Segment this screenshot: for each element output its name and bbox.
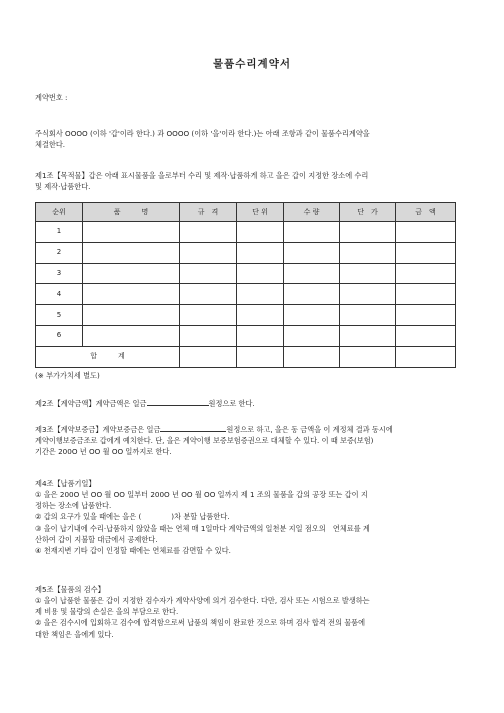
table-row [36, 305, 456, 326]
article-4-line: )차 분할 납품한다. [171, 512, 230, 522]
row-number: 5 [36, 305, 83, 326]
col-header-amount: 금 액 [396, 203, 456, 222]
article-2-suffix: 원정으로 한다. [208, 399, 255, 408]
contract-number-label: 계약번호 : [35, 93, 68, 102]
article-4 [35, 478, 471, 556]
table-total-row [36, 346, 456, 367]
table-row [36, 263, 456, 284]
article-5-title: 제5조【물품의 검수】 [35, 585, 105, 594]
article-3-line: 원정으로 하고, 을은 동 금액을 이 계정체 결과 동시에 [226, 425, 393, 434]
article-3 [35, 424, 471, 457]
table-row [36, 325, 456, 346]
col-header-quantity: 수 량 [284, 203, 340, 222]
article-3-line: 계약이행보증금조로 갑에게 예치한다. 단, 을은 계약이행 보증보험증권으로 대체할 수 있다. 이 때 보증(보험) [35, 436, 374, 446]
col-header-spec: 규 격 [180, 203, 237, 222]
article-3-line: 기간은 200O 년 OO 월 OO 일까지로 한다. [35, 447, 172, 457]
col-header-rank: 순위 [36, 203, 83, 222]
article-2 [35, 398, 471, 409]
deposit-blank [160, 424, 226, 432]
table-row [36, 222, 456, 243]
table-header-row [36, 203, 456, 222]
total-label: 합 계 [36, 346, 180, 367]
row-number: 3 [36, 263, 83, 284]
article-4-line: ② 갑의 요구가 있을 때에는 을은 ( [35, 512, 142, 522]
table-row [36, 284, 456, 305]
row-number: 1 [36, 222, 83, 243]
document-title: 물품수리계약서 [212, 58, 291, 70]
row-number: 2 [36, 242, 83, 263]
article-2-prefix: 제2조【계약금액】계약금액은 일금 [35, 399, 147, 408]
article-4-title: 제4조【납품기일】 [35, 479, 96, 488]
article-4-line: ③ 을이 납기내에 수리·납품하지 않았을 때는 연체 매 1일마다 계약금액의 일천분 지일 점오의 연체료를 계 [35, 523, 370, 533]
col-header-unit: 단 위 [237, 203, 284, 222]
article-5 [35, 584, 471, 640]
article-5-line: 제 비용 및 물량의 손실은 을의 부담으로 한다. [35, 607, 179, 617]
article-5-line: ① 을이 납품한 물품은 갑이 지정한 검수자가 계약사양에 의거 검수한다. 다만, 검사 또는 시험으로 발생하는 [35, 596, 370, 606]
amount-blank [147, 398, 209, 406]
article-1-line: 제1조【목적물】갑은 아래 표시물품을 을로부터 수리 및 제작·납품하게 하고 을은 갑이 지정한 장소에 수리 [35, 171, 369, 180]
intro-paragraph [35, 128, 471, 150]
vat-note: (※ 부가가치세 별도) [35, 371, 100, 380]
article-4-line: ④ 천재지변 기타 갑이 인정할 때에는 연체료를 감면할 수 있다. [35, 545, 231, 555]
intro-line: 체결한다. [35, 140, 66, 150]
items-table [35, 202, 456, 368]
row-number: 4 [36, 284, 83, 305]
col-header-unit-price: 단 가 [340, 203, 396, 222]
article-5-line: ② 을은 검수시에 입회하고 검수에 합격함으로써 납품의 책임이 완료한 것으로 하며 검사 합격 전의 물품에 [35, 618, 366, 628]
row-number: 6 [36, 325, 83, 346]
article-4-line: ① 을은 200O 년 OO 월 OO 일부터 200O 년 OO 월 OO 일까지 제 1 조의 물품을 갑의 공장 또는 갑이 지 [35, 490, 368, 500]
col-header-item-name: 품 명 [83, 203, 180, 222]
article-5-line: 대한 책임은 을에게 있다. [35, 629, 114, 639]
article-1-line: 및 제작·납품한다. [35, 182, 91, 192]
intro-line: 주식회사 OOOO (이하 '갑'이라 한다.) 과 OOOO (이하 '을'이라 한다.)는 아래 조항과 같이 물품수리계약을 [35, 129, 370, 138]
article-3-prefix: 제3조【계약보증금】계약보증금은 일금 [35, 425, 161, 434]
article-4-line: 정하는 장소에 납품한다. [35, 501, 112, 511]
table-row [36, 242, 456, 263]
article-1 [35, 170, 471, 192]
article-4-line: 산하여 갑이 지불할 대금에서 공제한다. [35, 534, 158, 544]
